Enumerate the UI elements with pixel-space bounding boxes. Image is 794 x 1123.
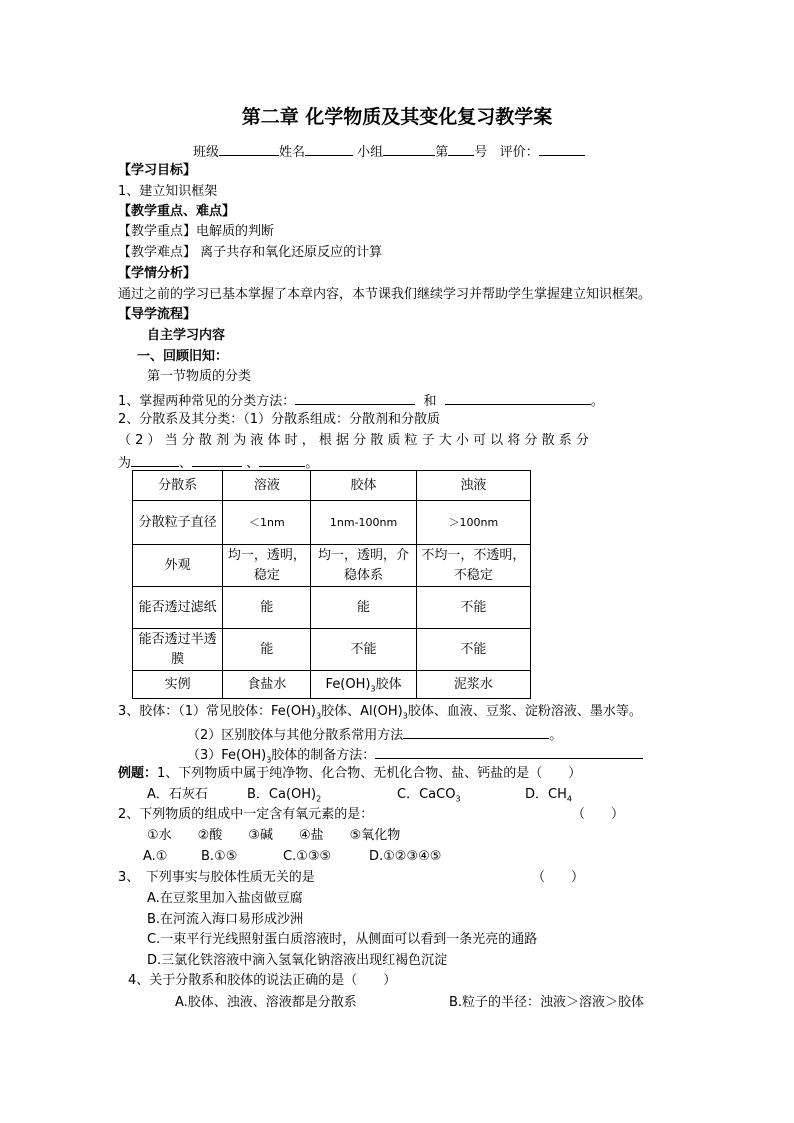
formula-text: Fe(OH) xyxy=(325,676,371,692)
option-b[interactable]: B.粒子的半径：浊液＞溶液＞胶体 xyxy=(449,995,645,1010)
subscript: 3 xyxy=(370,684,376,694)
period: 。 xyxy=(305,456,319,471)
question-2-sub: （ 2 ） 当 分 散 剂 为 液 体 时 ， 根 据 分 散 质 粒 子 大 小 可 以 将 分 散 系 分 xyxy=(118,433,589,448)
table-row xyxy=(133,587,531,629)
option-b[interactable]: B.在河流入海口易形成沙洲 xyxy=(147,912,304,927)
colloid-text: （3）Fe(OH) xyxy=(187,748,267,763)
key-point: 【教学重点】电解质的判断 xyxy=(118,224,275,239)
example-4: 4、关于分散系和胶体的说法正确的是（ ） xyxy=(128,973,397,988)
question-1 xyxy=(118,390,604,411)
table-header-row xyxy=(133,471,531,501)
example-heading: 例题： xyxy=(118,766,158,781)
key-heading: 【教学重点、难点】 xyxy=(118,204,236,219)
colloid-text: 3、胶体：（1）常见胶体：Fe(OH) xyxy=(118,704,316,719)
table-cell: 食盐水 xyxy=(223,671,311,699)
group-label: 小组 xyxy=(357,145,384,160)
group-blank[interactable] xyxy=(383,141,435,156)
class-label: 班级 xyxy=(193,145,220,160)
colloid-line-2 xyxy=(187,724,562,745)
answer-paren[interactable]: （ ） xyxy=(572,807,625,822)
table-cell xyxy=(311,671,416,699)
option-a[interactable]: A.胶体、浊液、溶液都是分散系 xyxy=(175,995,357,1010)
class-blank[interactable] xyxy=(219,141,279,156)
table-cell: 不能 xyxy=(416,629,530,671)
option-b[interactable]: B．Ca(OH) xyxy=(247,787,317,802)
table-cell: 能否透过滤纸 xyxy=(133,587,223,629)
colloid-text: 胶体的制备方法： xyxy=(271,748,376,763)
method-blank[interactable] xyxy=(403,724,549,739)
table-row xyxy=(133,501,531,545)
dispersion-table xyxy=(132,470,531,699)
difficult-point: 【教学难点】 离子共存和氧化还原反应的计算 xyxy=(118,245,383,260)
option-c[interactable]: C.一束平行光线照射蛋白质溶液时，从侧面可以看到一条光亮的通路 xyxy=(147,932,538,947)
student-info-line xyxy=(193,141,585,162)
option-c[interactable]: C.①③⑤ xyxy=(283,849,332,864)
example-3: 3、 下列事实与胶体性质无关的是 xyxy=(118,870,315,885)
table-cell: 实例 xyxy=(133,671,223,699)
review-heading: 一、回顾旧知： xyxy=(137,349,229,364)
table-cell: 浊液 xyxy=(416,471,530,501)
option-d[interactable]: D.①②③④⑤ xyxy=(369,849,442,864)
table-cell: 均一，透明，介稳体系 xyxy=(311,545,416,587)
subscript: 3 xyxy=(315,711,322,721)
table-cell: 分散粒子直径 xyxy=(133,501,223,545)
colloid-text: （2）区别胶体与其他分散系常用方法 xyxy=(187,728,404,743)
colloid-text: 胶体、Al(OH) xyxy=(321,704,403,719)
answer-paren[interactable]: （ ） xyxy=(532,870,585,885)
table-cell: 能否透过半透膜 xyxy=(133,629,223,671)
option-a[interactable]: A．石灰石 xyxy=(147,787,208,802)
table-cell: 1nm-100nm xyxy=(311,501,416,545)
goal-heading: 【学习目标】 xyxy=(118,163,197,178)
table-row xyxy=(133,671,531,699)
table-cell: 外观 xyxy=(133,545,223,587)
analysis-heading: 【学情分析】 xyxy=(118,266,197,281)
number-prefix: 第 xyxy=(435,145,449,160)
method-blank-1[interactable] xyxy=(295,390,415,405)
table-cell: ＞100nm xyxy=(416,501,530,545)
flow-heading: 【导学流程】 xyxy=(118,307,197,322)
table-cell: 不均一，不透明，不稳定 xyxy=(416,545,530,587)
colloid-line-1 xyxy=(118,703,642,721)
subscript: 2 xyxy=(316,794,322,804)
table-cell: 不能 xyxy=(311,629,416,671)
formula-tail: 胶体 xyxy=(375,676,402,692)
option-a[interactable]: A.在豆浆里加入盐卤做豆腐 xyxy=(147,891,303,906)
option-d[interactable]: D．CH xyxy=(525,787,567,802)
question-2: 2、分散系及其分类：（1）分散系组成：分散剂和分散质 xyxy=(118,412,441,427)
colloid-line-3 xyxy=(187,744,643,765)
example-1 xyxy=(118,765,581,783)
colloid-text: 胶体、血液、豆浆、淀粉溶液、墨水等。 xyxy=(407,704,642,719)
separator: 、 xyxy=(246,456,260,471)
period: 。 xyxy=(549,728,563,743)
goal-item: 1、建立知识框架 xyxy=(118,184,218,199)
wei-text: 为 xyxy=(118,456,132,471)
eval-blank[interactable] xyxy=(539,141,585,156)
category-blank-3[interactable] xyxy=(259,452,305,467)
option-d[interactable]: D.三氯化铁溶液中滴入氢氧化钠溶液出现红褐色沉淀 xyxy=(147,953,448,968)
subscript: 3 xyxy=(455,794,461,804)
option-b[interactable]: B.①⑤ xyxy=(201,849,238,864)
table-cell: 分散系 xyxy=(133,471,223,501)
table-cell: 不能 xyxy=(416,587,530,629)
table-cell: 泥浆水 xyxy=(416,671,530,699)
self-study-heading: 自主学习内容 xyxy=(147,328,226,343)
question-1-text: 1、掌握两种常见的分类方法： xyxy=(118,394,296,409)
table-cell: 能 xyxy=(223,629,311,671)
table-cell: 能 xyxy=(311,587,416,629)
table-cell: 胶体 xyxy=(311,471,416,501)
period: 。 xyxy=(590,394,604,409)
name-blank[interactable] xyxy=(305,141,353,156)
table-row xyxy=(133,629,531,671)
eval-label: 评价： xyxy=(499,145,539,160)
number-blank[interactable] xyxy=(448,141,474,156)
option-c[interactable]: C．CaCO xyxy=(397,787,456,802)
subscript: 4 xyxy=(566,794,572,804)
table-cell: 能 xyxy=(223,587,311,629)
name-label: 姓名 xyxy=(279,145,306,160)
table-cell: ＜1nm xyxy=(223,501,311,545)
table-cell: 溶液 xyxy=(223,471,311,501)
section1-title: 第一节物质的分类 xyxy=(147,369,252,384)
example-2-items: ①水 ②酸 ③碱 ④盐 ⑤氧化物 xyxy=(147,828,401,843)
category-blank-2[interactable] xyxy=(192,452,242,467)
separator: 、 xyxy=(179,456,193,471)
category-blank-1[interactable] xyxy=(131,452,179,467)
and-text: 和 xyxy=(423,394,437,409)
method-blank-2[interactable] xyxy=(445,390,591,405)
subscript: 3 xyxy=(266,755,272,765)
table-cell: 均一，透明，稳定 xyxy=(223,545,311,587)
example-2: 2、下列物质的组成中一定含有氧元素的是： xyxy=(118,807,374,822)
number-suffix: 号 xyxy=(474,145,488,160)
analysis-text: 通过之前的学习已基本掌握了本章内容，本节课我们继续学习并帮助学生掌握建立知识框架。 xyxy=(118,287,652,302)
subscript: 3 xyxy=(402,711,408,721)
example-text: 1、下列物质中属于纯净物、化合物、无机化合物、盐、钙盐的是（ ） xyxy=(157,766,582,781)
prep-blank[interactable] xyxy=(375,744,643,759)
table-row xyxy=(133,545,531,587)
page-title: 第二章 化学物质及其变化复习教学案 xyxy=(241,106,553,128)
option-a[interactable]: A.① xyxy=(143,849,168,864)
